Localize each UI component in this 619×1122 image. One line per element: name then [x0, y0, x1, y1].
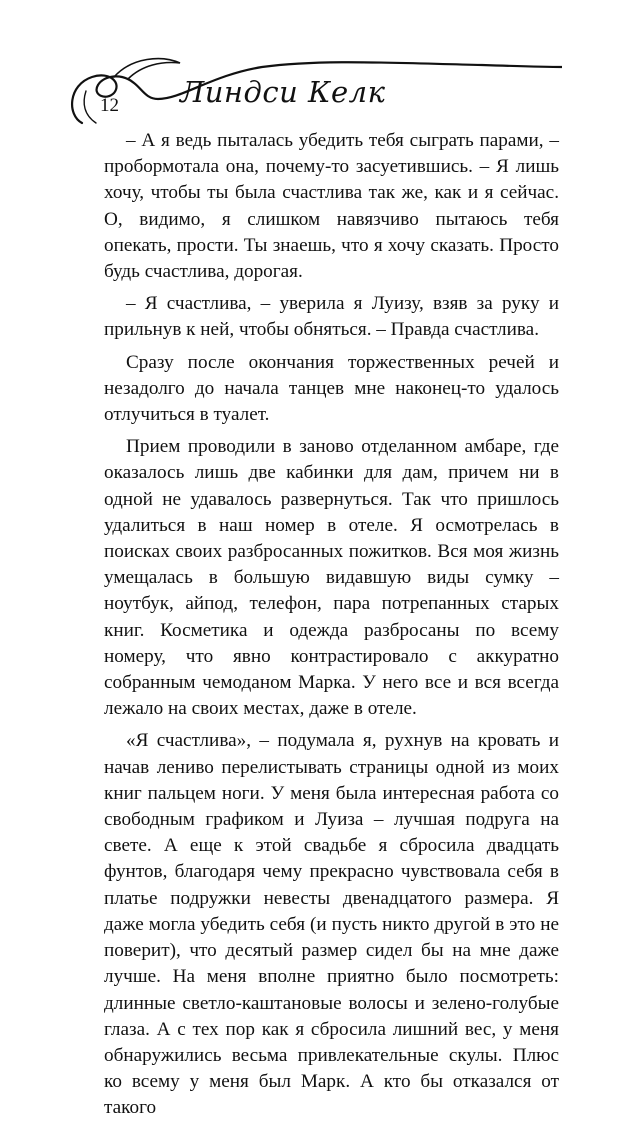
paragraph: Сразу после окончания торжественных речей и незадолго до начала танцев мне наконец-то удалось отлучиться в туалет. — [104, 351, 559, 426]
paragraph: «Я счастлива», – подумала я, рухнув на кровать и начав лениво перелистывать страницы одной из моих книг пальцем ноги. У меня была интересная работа со свободным графиком и Луиза – лучшая подруга на свете. А еще к этой свадьбе я сбросила двадцать фунтов, благодаря чему прекрасно чувствовала себя в платье подружки невесты двенадцатого размера. Я даже могла убедить себя (и пусть никто другой в это не поверит), что десятый размер сидел бы на мне даже лучше. На меня вполне приятно было посмотреть: длинные светло-каштановые волосы и зелено-голубые глаза. А с тех пор как я сбросила лишний вес, у меня обнаружились весьма привлекательные скулы. Плюс ко всему у меня был Марк. А кто бы отказался от такого — [104, 730, 559, 1119]
page-number: 12 — [100, 95, 119, 116]
paragraph: Прием проводили в заново отделанном амбаре, где оказалось лишь две кабинки для дам, причем ни в одной не удавалось развернуться. Так что пришлось удалиться в наш номер в отеле. Я осмотрелась в поисках своих разбросанных пожитков. Вся моя жизнь умещалась в большую видавшую виды сумку – ноутбук, айпод, телефон, пара потрепанных старых книг. Косметика и одежда разбросаны по всему номеру, что явно контрастировало с аккуратно собранным чемоданом Марка. У него все и вся всегда лежало на своих местах, даже в отеле. — [104, 436, 559, 720]
paragraph: – А я ведь пыталась убедить тебя сыграть парами, – пробормотала она, почему-то засуетившись. – Я лишь хочу, чтобы ты была счастлива так же, как и я сейчас. О, видимо, я слишком навязчиво пытаюсь тебя опекать, прости. Ты знаешь, что я хочу сказать. Просто будь счастлива, дорогая. — [104, 130, 559, 283]
running-header — [62, 55, 562, 130]
paragraph: – Я счастлива, – уверила я Луизу, взяв за руку и прильнув к ней, чтобы обняться. – Правда счастлива. — [104, 293, 559, 341]
running-header-author: Линдси Келк — [180, 75, 386, 109]
body-text — [104, 128, 559, 1122]
